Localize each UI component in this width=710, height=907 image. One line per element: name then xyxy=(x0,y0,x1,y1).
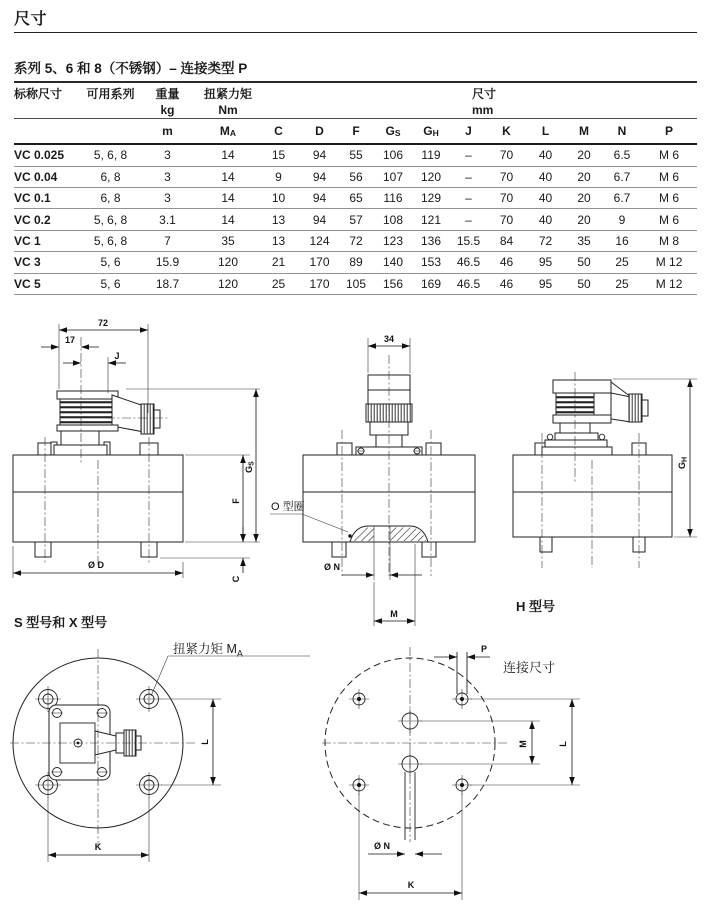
cell-l: 95 xyxy=(526,273,565,294)
header-dims-unit: mm xyxy=(472,102,494,117)
cell-n: 6.7 xyxy=(603,166,641,187)
cell-c: 21 xyxy=(256,252,301,273)
cell-nominal-size: VC 3 xyxy=(14,252,86,273)
dim-label-34: 34 xyxy=(383,334,395,344)
cell-j: – xyxy=(450,209,487,230)
cell-f: 56 xyxy=(338,166,374,187)
dim-label-17: 17 xyxy=(64,335,76,345)
cell-k: 46 xyxy=(487,273,526,294)
page-title: 尺寸 xyxy=(14,11,48,28)
header-torque-label: 扭紧力矩 xyxy=(203,87,252,101)
cell-gh: 120 xyxy=(412,166,450,187)
column-header: $G_H$ xyxy=(412,119,450,145)
dim-label-l: L xyxy=(200,739,210,745)
cell-gh: 119 xyxy=(412,144,450,166)
cell-d: 94 xyxy=(301,166,338,187)
dim-label-m: M xyxy=(518,740,528,748)
cell-d: 170 xyxy=(301,273,338,294)
section-title: 系列 5、6 和 8（不锈钢）– 连接类型 P xyxy=(14,61,248,76)
header-weight xyxy=(135,82,200,119)
cell-m: 3 xyxy=(135,166,200,187)
column-header: K xyxy=(487,119,526,145)
torque-label xyxy=(173,639,243,659)
column-header: L xyxy=(526,119,565,145)
column-header: P xyxy=(641,119,697,145)
dim-label-c: C xyxy=(231,575,241,583)
drawing-sx-flange-view xyxy=(8,635,330,880)
column-header: J xyxy=(450,119,487,145)
torque-label-text: 扭紧力矩 M xyxy=(173,642,237,656)
cell-l: 40 xyxy=(526,166,565,187)
drawing-connection-flange-view xyxy=(320,630,610,907)
header-dims-label: 尺寸 xyxy=(472,87,497,101)
cell-k: 70 xyxy=(487,209,526,230)
cell-mm: 35 xyxy=(565,230,603,251)
cell-gh: 169 xyxy=(412,273,450,294)
cell-f: 89 xyxy=(338,252,374,273)
column-header: M xyxy=(565,119,603,145)
table-body xyxy=(14,144,697,294)
cell-l: 72 xyxy=(526,230,565,251)
cell-d: 124 xyxy=(301,230,338,251)
cell-m: 3 xyxy=(135,187,200,208)
cell-n: 25 xyxy=(603,252,641,273)
header-weight-unit: kg xyxy=(160,102,175,117)
torque-label-sub: A xyxy=(236,648,243,659)
cell-c: 15 xyxy=(256,144,301,166)
cell-c: 25 xyxy=(256,273,301,294)
cell-m: 18.7 xyxy=(135,273,200,294)
title-rule xyxy=(14,32,697,33)
header-torque-unit: Nm xyxy=(218,102,238,117)
cell-ma: 14 xyxy=(200,209,256,230)
cell-n: 6.5 xyxy=(603,144,641,166)
cell-l: 95 xyxy=(526,252,565,273)
cell-k: 70 xyxy=(487,187,526,208)
dim-label-gh: GH xyxy=(677,456,689,470)
cell-ma: 14 xyxy=(200,187,256,208)
column-header: C xyxy=(256,119,301,145)
conn-bolt-hole xyxy=(349,689,369,709)
cell-m: 3 xyxy=(135,144,200,166)
conn-bolt-hole xyxy=(452,689,472,709)
cell-mm: 50 xyxy=(565,252,603,273)
cell-d: 94 xyxy=(301,209,338,230)
dimensions-table xyxy=(14,81,697,295)
cell-nominal-size: VC 0.2 xyxy=(14,209,86,230)
cell-k: 70 xyxy=(487,144,526,166)
cell-f: 57 xyxy=(338,209,374,230)
table-row xyxy=(14,209,697,230)
cell-series: 6, 8 xyxy=(86,187,135,208)
cell-ma: 120 xyxy=(200,252,256,273)
dim-label-j: J xyxy=(114,351,120,361)
cell-series: 5, 6, 8 xyxy=(86,209,135,230)
cell-ma: 14 xyxy=(200,144,256,166)
cell-k: 84 xyxy=(487,230,526,251)
cell-j: – xyxy=(450,166,487,187)
header-torque xyxy=(200,82,256,119)
cell-mm: 20 xyxy=(565,187,603,208)
cell-k: 70 xyxy=(487,166,526,187)
cell-p: M 6 xyxy=(641,144,697,166)
connection-dims-label: 连接尺寸 xyxy=(503,660,556,675)
cell-f: 65 xyxy=(338,187,374,208)
cell-series: 6, 8 xyxy=(86,166,135,187)
header-available-series: 可用系列 xyxy=(86,82,135,119)
caption-h-model: H 型号 xyxy=(516,599,556,614)
dim-label-f: F xyxy=(231,498,241,504)
cell-mm: 20 xyxy=(565,144,603,166)
cell-f: 105 xyxy=(338,273,374,294)
cell-j: 46.5 xyxy=(450,273,487,294)
column-header: $G_S$ xyxy=(374,119,412,145)
cell-l: 40 xyxy=(526,209,565,230)
dim-label-l: L xyxy=(558,741,568,747)
dim-label-od: Ø D xyxy=(87,560,105,570)
cell-p: M 12 xyxy=(641,273,697,294)
column-header: N xyxy=(603,119,641,145)
cell-j: – xyxy=(450,187,487,208)
cell-j: 15.5 xyxy=(450,230,487,251)
cell-gs: 107 xyxy=(374,166,412,187)
conn-bolt-hole xyxy=(452,775,472,795)
cell-mm: 20 xyxy=(565,209,603,230)
header-weight-label: 重量 xyxy=(155,87,180,101)
cell-gs: 123 xyxy=(374,230,412,251)
column-header: m xyxy=(135,119,200,145)
cell-nominal-size: VC 0.1 xyxy=(14,187,86,208)
cell-gs: 116 xyxy=(374,187,412,208)
cell-f: 72 xyxy=(338,230,374,251)
cell-d: 94 xyxy=(301,187,338,208)
oring-mark xyxy=(348,534,351,537)
cell-c: 9 xyxy=(256,166,301,187)
cell-n: 25 xyxy=(603,273,641,294)
cell-ma: 120 xyxy=(200,273,256,294)
drawing-h-side-view xyxy=(505,370,710,615)
cell-p: M 6 xyxy=(641,187,697,208)
header-nominal-size: 标称尺寸 xyxy=(14,82,86,119)
cell-gs: 140 xyxy=(374,252,412,273)
cell-gh: 136 xyxy=(412,230,450,251)
cell-j: – xyxy=(450,144,487,166)
drawing-section-view xyxy=(268,330,500,632)
cell-nominal-size: VC 0.04 xyxy=(14,166,86,187)
cell-d: 94 xyxy=(301,144,338,166)
cell-gh: 153 xyxy=(412,252,450,273)
table-subheader-row xyxy=(14,119,697,145)
cell-p: M 6 xyxy=(641,209,697,230)
header-spacer xyxy=(256,82,450,119)
column-header: $M_A$ xyxy=(200,119,256,145)
cell-c: 10 xyxy=(256,187,301,208)
cell-n: 6.7 xyxy=(603,187,641,208)
dim-label-k: K xyxy=(407,880,415,890)
column-header: D xyxy=(301,119,338,145)
cell-nominal-size: VC 0.025 xyxy=(14,144,86,166)
cell-m: 7 xyxy=(135,230,200,251)
torque-leader-line xyxy=(151,656,310,696)
caption-sx-models: S 型号和 X 型号 xyxy=(14,615,108,630)
dim-label-on: Ø N xyxy=(323,562,341,572)
dim-label-on: Ø N xyxy=(373,841,391,851)
dim-label-p: P xyxy=(480,644,488,654)
oring-label: O 型圈 xyxy=(271,501,305,513)
table-group-header-row xyxy=(14,82,697,119)
cell-series: 5, 6 xyxy=(86,252,135,273)
table-row xyxy=(14,252,697,273)
cell-gs: 156 xyxy=(374,273,412,294)
cell-f: 55 xyxy=(338,144,374,166)
cell-m: 3.1 xyxy=(135,209,200,230)
column-header: F xyxy=(338,119,374,145)
dim-label-gs: GS xyxy=(244,461,256,473)
dim-label-72: 72 xyxy=(97,318,109,328)
cell-d: 170 xyxy=(301,252,338,273)
cell-gs: 106 xyxy=(374,144,412,166)
cell-gh: 129 xyxy=(412,187,450,208)
cell-ma: 35 xyxy=(200,230,256,251)
table-row xyxy=(14,144,697,166)
cell-p: M 12 xyxy=(641,252,697,273)
dim-label-m: M xyxy=(390,609,398,619)
cell-n: 16 xyxy=(603,230,641,251)
cell-mm: 50 xyxy=(565,273,603,294)
drawing-sx-side-view xyxy=(8,315,268,615)
cell-n: 9 xyxy=(603,209,641,230)
subheader-empty xyxy=(86,119,135,145)
cell-ma: 14 xyxy=(200,166,256,187)
cell-l: 40 xyxy=(526,144,565,166)
cell-p: M 8 xyxy=(641,230,697,251)
cell-gs: 108 xyxy=(374,209,412,230)
cell-l: 40 xyxy=(526,187,565,208)
table-row xyxy=(14,166,697,187)
cell-series: 5, 6 xyxy=(86,273,135,294)
cell-c: 13 xyxy=(256,209,301,230)
cell-mm: 20 xyxy=(565,166,603,187)
cell-p: M 6 xyxy=(641,166,697,187)
cell-gh: 121 xyxy=(412,209,450,230)
dim-label-k: K xyxy=(94,842,102,852)
cell-m: 15.9 xyxy=(135,252,200,273)
cell-j: 46.5 xyxy=(450,252,487,273)
subheader-empty xyxy=(14,119,86,145)
cell-nominal-size: VC 5 xyxy=(14,273,86,294)
cell-series: 5, 6, 8 xyxy=(86,230,135,251)
header-dimensions xyxy=(450,82,697,119)
table-row xyxy=(14,187,697,208)
cell-c: 13 xyxy=(256,230,301,251)
conn-bolt-hole xyxy=(349,775,369,795)
cell-nominal-size: VC 1 xyxy=(14,230,86,251)
cell-k: 46 xyxy=(487,252,526,273)
cell-series: 5, 6, 8 xyxy=(86,144,135,166)
table-row xyxy=(14,230,697,251)
h-meter-body xyxy=(513,380,672,552)
table-row xyxy=(14,273,697,294)
